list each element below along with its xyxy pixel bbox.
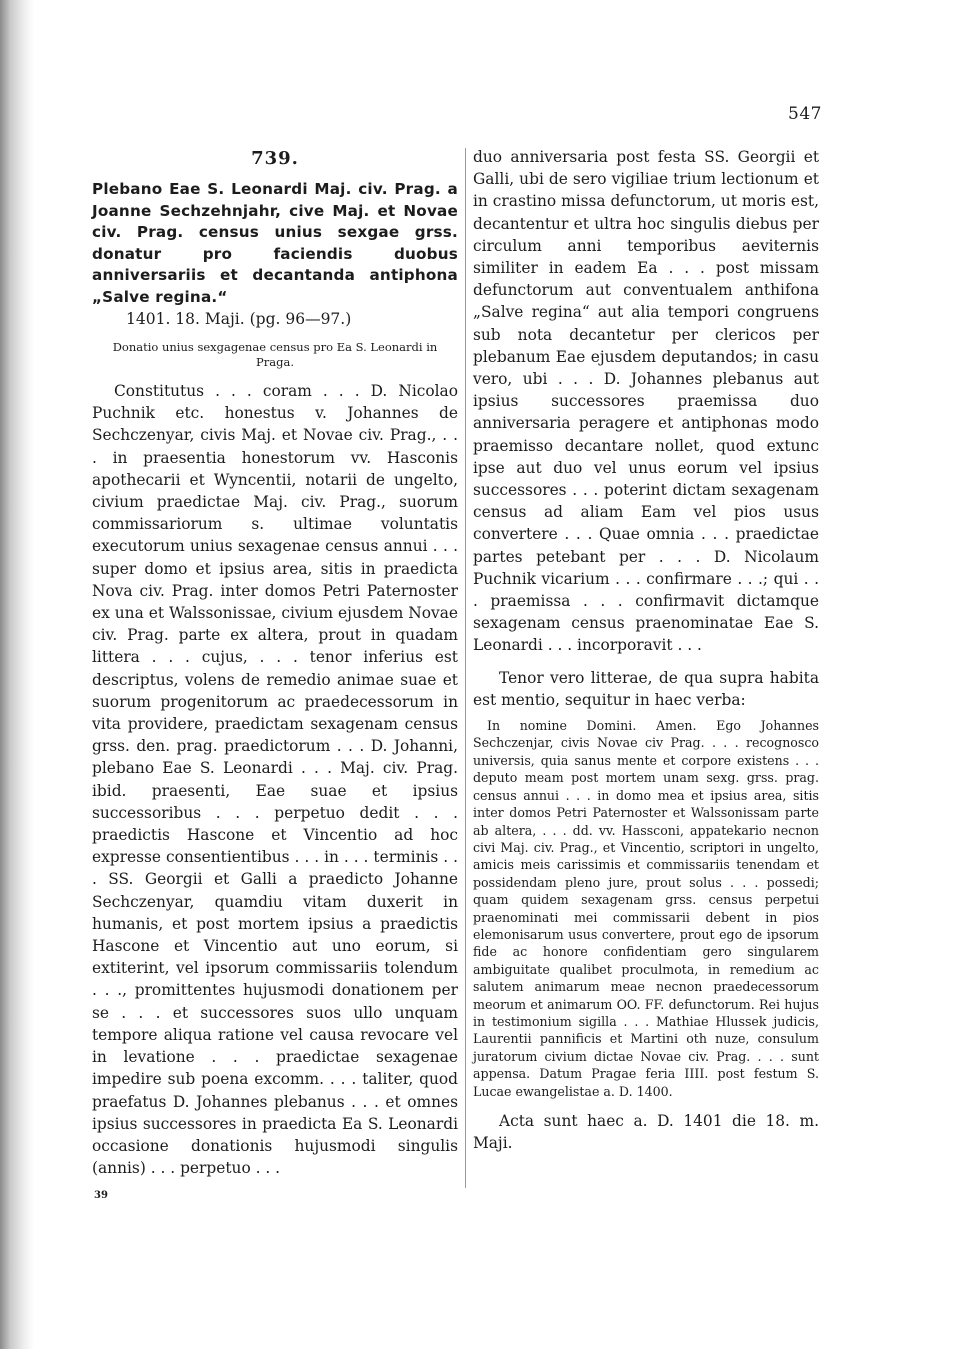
printer-signature: 39 xyxy=(94,1190,108,1201)
column-divider xyxy=(465,148,466,1188)
acta-line: Acta sunt haec a. D. 1401 die 18. m. Maji. xyxy=(473,1112,819,1153)
left-body-text: Constitutus . . . coram . . . D. Nicolao Puchnik etc. honestus v. Johannes de Sechczenyar, civis Maj. et Novae civ. Prag., . . . in praesentia honestorum vv. Hasconis apothecarii et Wyncentii, notarii de ungelto, civium praedictae Maj. civ. Prag., suorum commissariorum s. ultimae voluntatis executorum unius sexagenae census annui . . . super domo et ipsius area, sitis in praedicta Nova civ. Prag. inter domos Petri Paternoster ex una et Walssonissae, civium ejusdem Novae civ. Prag. parte ex altera, prout in quadam littera . . . cujus, . . . tenor inferius est descriptus, volens de remedio animae suae et suorum progenitorum ac praedecessorum in vita providere, praedictam sexagenam census grss. den. prag. praedictorum . . . D. Johanni, plebano Eae S. Leonardi . . . Maj. civ. Prag. ibid. praesenti, Eae suae et ipsius successoribus . . . perpetuo dedit . . . praedictis Hascone et Vincentio ad hoc expresse consentientibus . . . in . . . terminis . . . SS. Georgii et Galli a praedicto Johanne Sechczenyar, quamdiu vitam duxerit in humanis, et post mortem ipsius a praedictis Hascone et Vincentio aut uno eorum, si extiterint, vel ipsorum commissariis tolendum . . ., promittentes hujusmodi donationem per se . . . et successores suos ullo unquam tempore aliqua ratione vel causa revocare vel in levatione . . . praedictae sexagenae impedire sub poena excomm. . . . taliter, quod praefatus D. Johannes plebanus . . . et omnes ipsius successores in praedicta Ea S. Leonardi occasione donationis hujusmodi singulis (annis) . . . perpetuo . . . xyxy=(92,382,458,1178)
document-abstract: Donatio unius sexgagenae census pro Ea S. Leonardi in Praga. xyxy=(112,340,438,369)
tenor-paragraph: Tenor vero litterae, de qua supra habita est mentio, sequitur in haec verba: xyxy=(473,668,819,709)
document-date: 1401. 18. Maji. (pg. 96—97.) xyxy=(126,310,352,328)
page-number: 547 xyxy=(788,104,822,124)
document-number: 739. xyxy=(251,148,299,169)
right-column xyxy=(473,146,819,1154)
page-edge-shadow xyxy=(0,0,34,1349)
right-body-text: duo anniversaria post festa SS. Georgii et Galli, ubi de sero vigiliae trium lectionum et in crastino missa defunctorum, ut moris est, decantentur et ultra hoc singulis diebus per circulum anni temporibus aeviternis similiter in eadem Ea . . . post missam defunctorum aut conventualem anthifona „Salve regina“ aut alia tempori congruens sub nota decantetur per clericos per plebanum Eae ejusdem deputandos; in casu vero, ubi . . . D. Johannes plebanus aut ipsius successores praemissa duo anniversaria peragere et antiphonas modo praemisso decantare nollet, quod extunc ipse aut duo vel unus eorum vel ipsius successores . . . poterint dictam sexagenam census ad aliam Eam vel pios usus convertere . . . Quae omnia . . . praedictae partes petebant per . . . D. Nicolaum Puchnik vicarium . . . confirmare . . .; qui . . . praemissa . . . confirmavit dictamque sexagenam census praenominatae Eae S. Leonardi . . . incorporavit . . . xyxy=(473,148,819,655)
left-column xyxy=(92,148,458,1179)
quoted-letter: In nomine Domini. Amen. Ego Johannes Sechczenjar, civis Novae civ Prag. . . . recognosco universis, quia sanus mente et corpore existens . . . deputo meam post mortem unam sexg. grss. prag. census annui . . . in domo mea et ipsius area, sitis inter domos Petri Paternoster et Walssonissam parte ab altera, . . . dd. vv. Hassconi, appatekario necnon civi Maj. civ. Prag., et Vincentio, scriptori in ungelto, amicis meis carissimis et commissariis tenendam et possidendam pleno jure, prout solus . . . possedi; quam quidem sexagenam grss. census perpetui praenominati mei commissarii debent in pios elemonisarum usus convertere, prout ego de ipsorum fide ac honore confidentiam gero singularem ambiguitate qualibet proculmota, in remedium ac salutem animarum meae necnon praedecessorum meorum et animarum OO. FF. defunctorum. Rei hujus in testimonium sigilla . . . Mathiae Hlussek judicis, Laurentii pannificis et Martini oth nuze, consulum juratorum civium dictae Novae civ. Prag. . . . sunt appensa. Datum Pragae feria IIII. post festum S. Lucae ewangelistae a. D. 1400. xyxy=(473,718,819,1099)
document-heading: Plebano Eae S. Leonardi Maj. civ. Prag. a Joanne Sechzehnjahr, cive Maj. et Novae civ. Prag. census unius sexgae grss. donatur pro faciendis duobus anniversariis et decantanda antiphona „Salve regina.“ xyxy=(92,180,458,306)
